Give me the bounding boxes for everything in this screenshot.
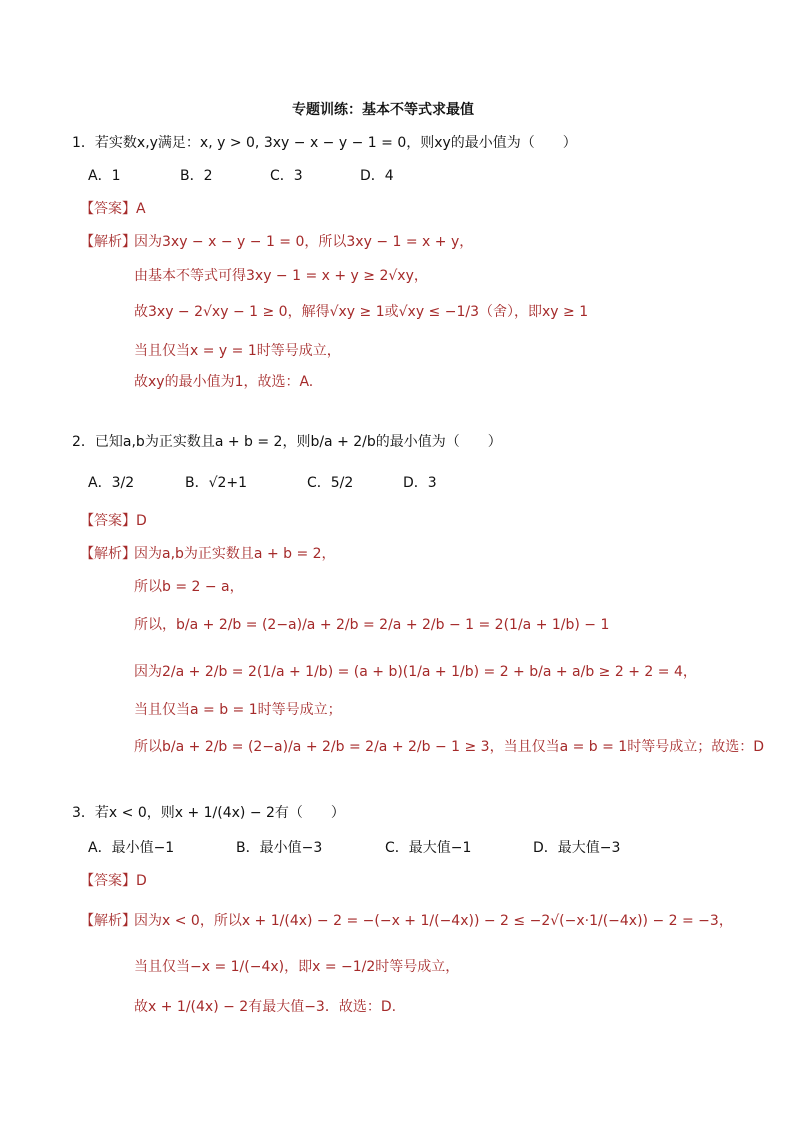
answer-value: D [136, 873, 147, 889]
q3-step-1: 因为x < 0，所以x + 1/(4x) − 2 = −(−x + 1/(−4x)) − 2 ≤ −2√(−x·1/(−4x)) − 2 = −3， [134, 913, 733, 929]
q3-stem: 3．若x < 0，则x + 1/(4x) − 2有（ ） [72, 805, 345, 821]
answer-label: 【答案】 [80, 873, 136, 889]
q3-step-2: 当且仅当−x = 1/(−4x)，即x = −1/2时等号成立， [134, 959, 460, 975]
q2-step-3: 所以，b/a + 2/b = (2−a)/a + 2/b = 2/a + 2/b − 1 = 2(1/a + 1/b) − 1 [134, 617, 610, 633]
q2-step-6: 所以b/a + 2/b = (2−a)/a + 2/b = 2/a + 2/b − 1 ≥ 3，当且仅当a = b = 1时等号成立；故选：D [134, 739, 764, 755]
q2-analysis-label: 【解析】 [80, 546, 136, 562]
q2-step-1: 因为a,b为正实数且a + b = 2， [134, 546, 336, 562]
q3-answer [80, 871, 147, 891]
q1-option-c: C．3 [270, 168, 303, 184]
q2-step-4: 因为2/a + 2/b = 2(1/a + 1/b) = (a + b)(1/a + 1/b) = 2 + b/a + a/b ≥ 2 + 2 = 4， [134, 664, 697, 680]
q2-step-2: 所以b = 2 − a， [134, 579, 244, 595]
page-title: 专题训练：基本不等式求最值 [292, 102, 474, 118]
q3-option-d: D．最大值−3 [533, 840, 621, 856]
q2-option-c: C．5/2 [307, 475, 354, 491]
q3-option-c: C．最大值−1 [385, 840, 472, 856]
answer-value: A [136, 201, 146, 217]
q1-step-1: 因为3xy − x − y − 1 = 0，所以3xy − 1 = x + y， [134, 234, 474, 250]
q3-analysis-label: 【解析】 [80, 913, 136, 929]
q1-analysis-label: 【解析】 [80, 234, 136, 250]
q1-stem: 1．若实数x,y满足：x, y > 0, 3xy − x − y − 1 = 0，则xy的最小值为（ ） [72, 135, 577, 151]
answer-label: 【答案】 [80, 201, 136, 217]
q1-option-b: B．2 [180, 168, 213, 184]
q2-option-d: D．3 [403, 475, 437, 491]
q1-step-2: 由基本不等式可得3xy − 1 = x + y ≥ 2√xy， [134, 268, 428, 284]
q2-option-b: B．√2+1 [185, 475, 248, 491]
q3-step-3: 故x + 1/(4x) − 2有最大值−3．故选：D. [134, 999, 397, 1015]
q1-option-a: A．1 [88, 168, 121, 184]
answer-value: D [136, 513, 147, 529]
q2-stem: 2．已知a,b为正实数且a + b = 2，则b/a + 2/b的最小值为（ ） [72, 434, 502, 450]
answer-label: 【答案】 [80, 513, 136, 529]
q2-answer [80, 511, 147, 531]
q1-step-5: 故xy的最小值为1，故选：A. [134, 374, 314, 390]
q3-option-b: B．最小值−3 [236, 840, 323, 856]
q3-option-a: A．最小值−1 [88, 840, 175, 856]
q2-step-5: 当且仅当a = b = 1时等号成立； [134, 702, 342, 718]
q2-option-a: A．3/2 [88, 475, 135, 491]
q1-step-3: 故3xy − 2√xy − 1 ≥ 0，解得√xy ≥ 1或√xy ≤ −1/3（舍），即xy ≥ 1 [134, 304, 589, 320]
q1-step-4: 当且仅当x = y = 1时等号成立， [134, 343, 341, 359]
q1-answer [80, 199, 146, 219]
q1-option-d: D．4 [360, 168, 394, 184]
